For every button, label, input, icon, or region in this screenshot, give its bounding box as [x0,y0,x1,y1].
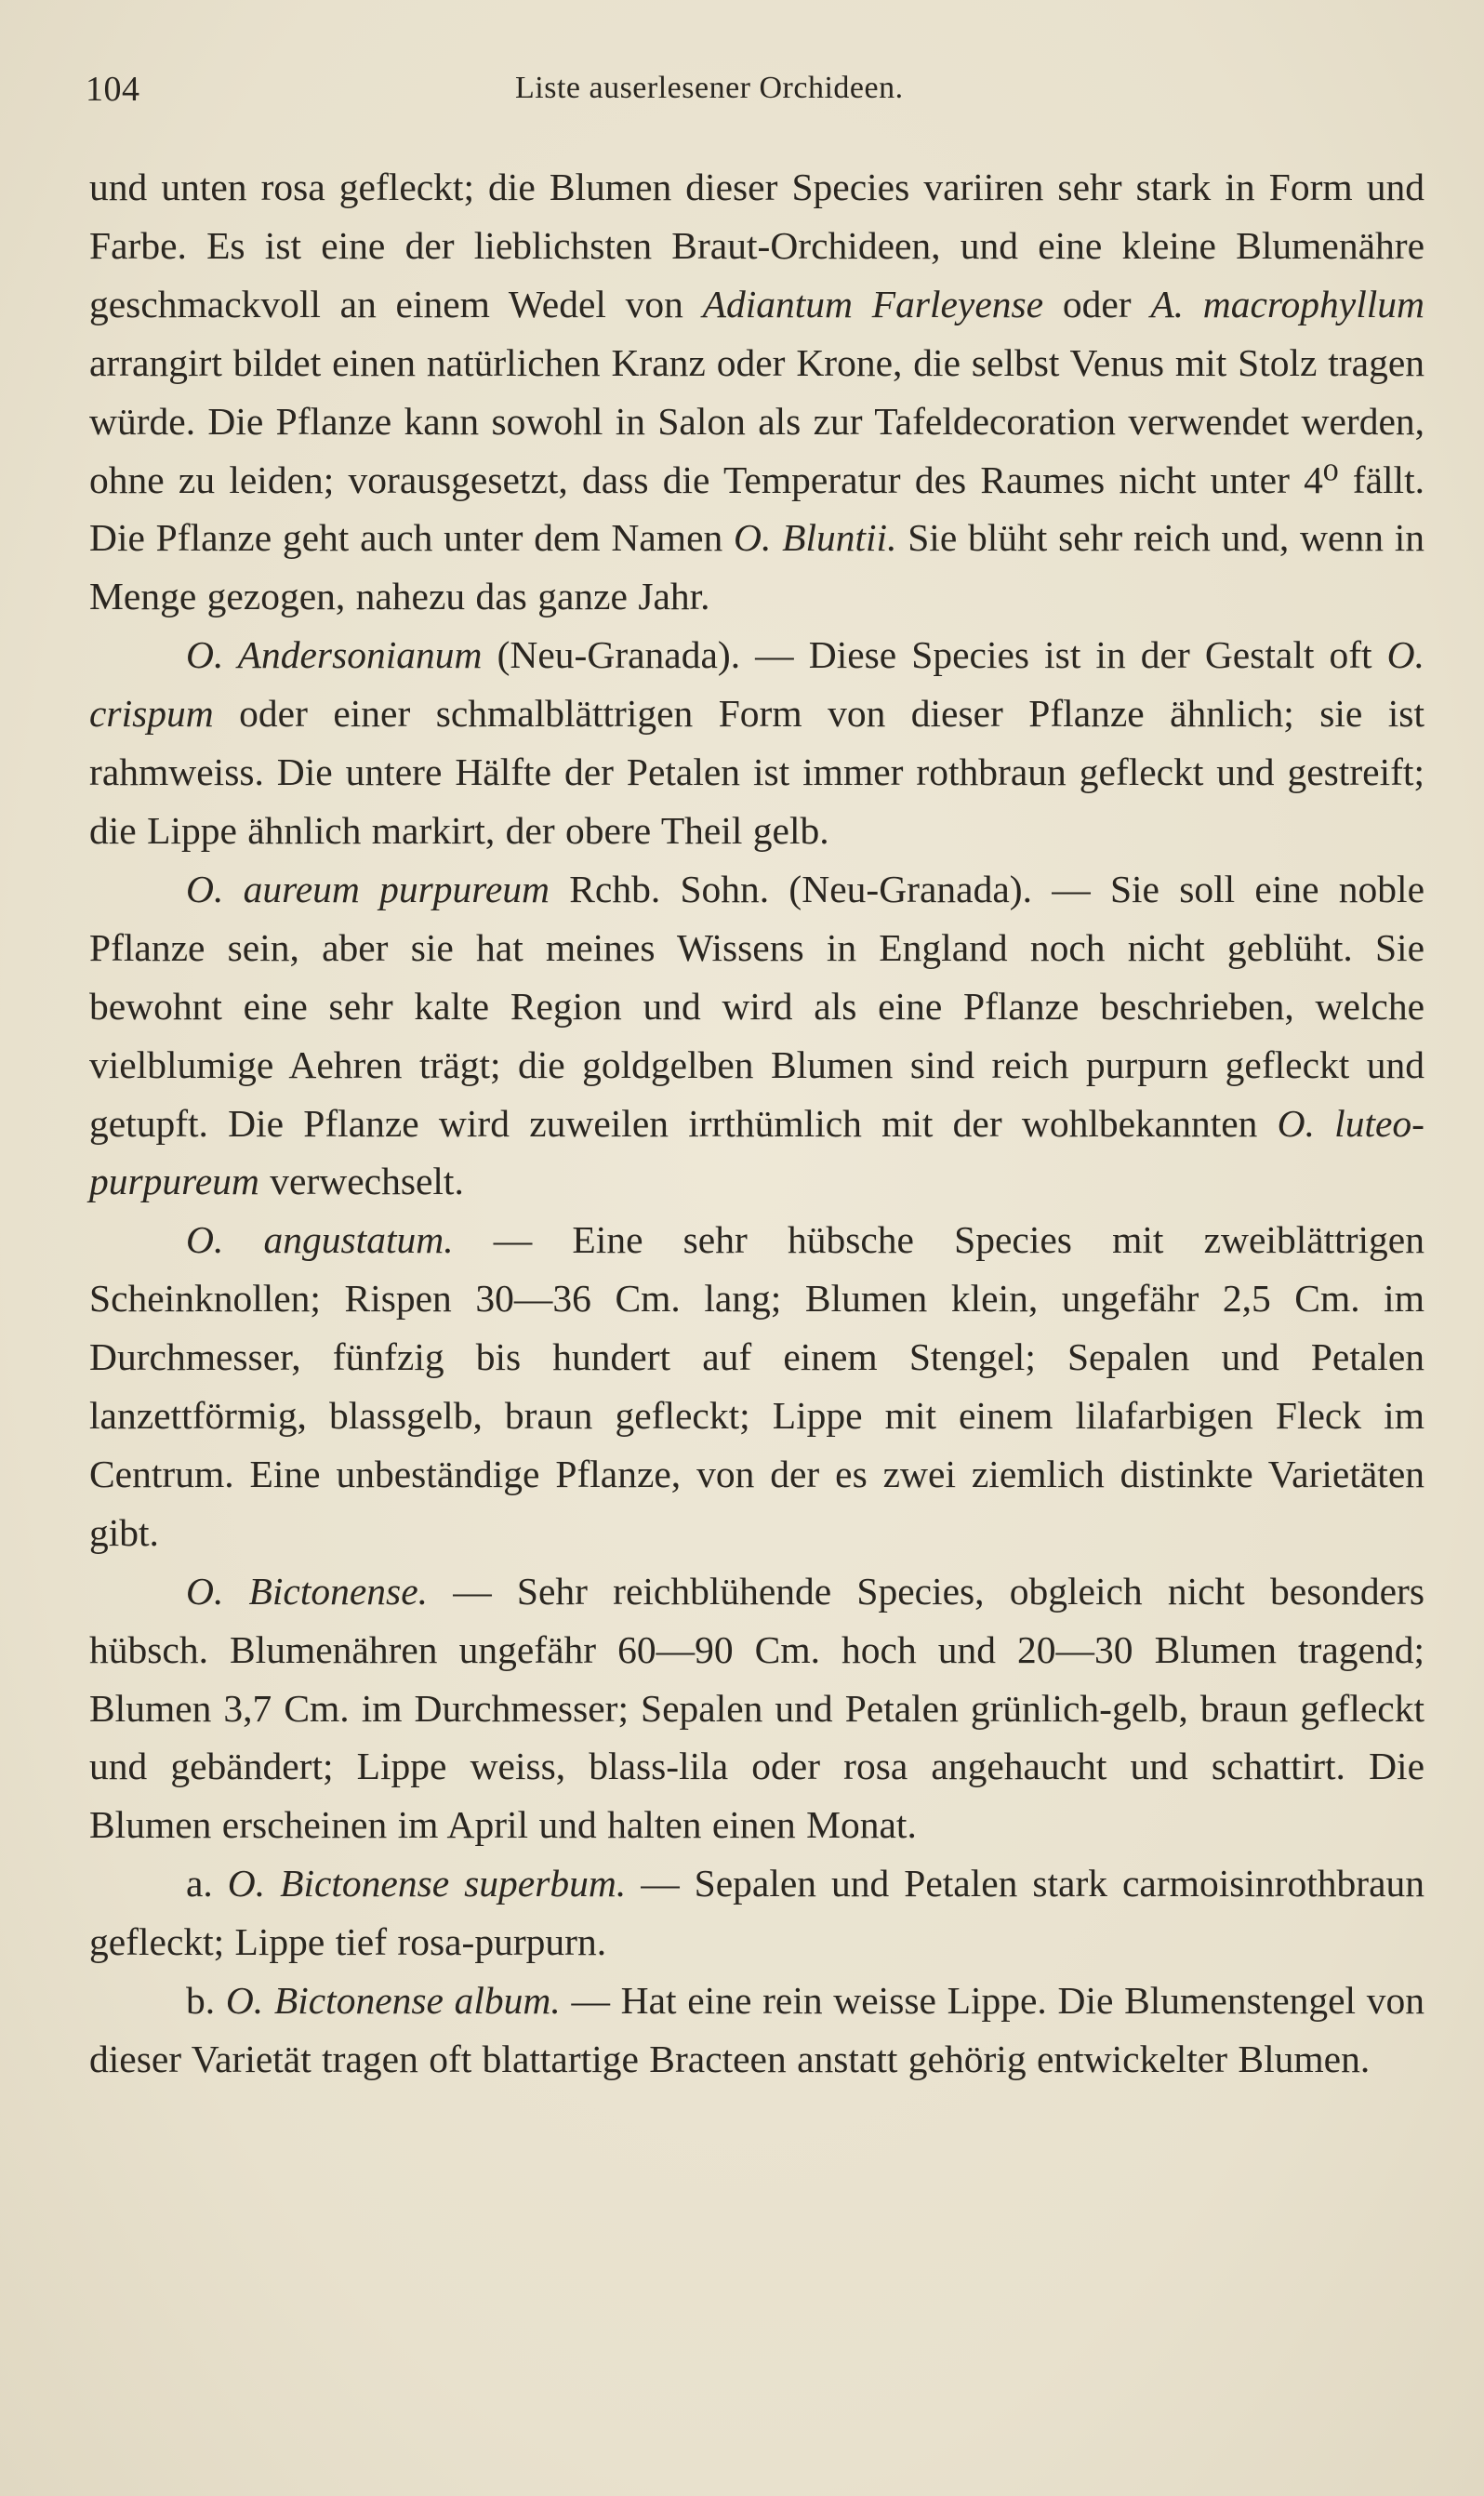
species-name: O. Bictonense superbum. [227,1862,627,1905]
text-run: Rchb. Sohn. (Neu-Granada). — Sie soll eine noble Pflanze sein, aber sie hat meines Wissens in England noch nicht geblüht. Sie bewohnt eine sehr kalte Region und wird als eine Pflanze beschrieben, welche vielblumige Aehren trägt; die goldgelben Blumen sind reich purpurn gefleckt und getupft. Die Pflanze wird zuweilen irrthümlich mit der wohlbekannten [89,867,1424,1145]
text-run: arrangirt bildet einen natürlichen Kranz oder Krone, die selbst Venus mit Stolz tragen würde. Die Pflanze kann sowohl in Salon als zur Tafeldecoration verwendet werden, ohne zu leiden; vorausgesetzt, dass die Temperatur des Raumes nicht unter 4⁰ fällt. Die Pflanze geht auch unter dem Namen [89,340,1424,560]
species-name: O. Bluntii. [734,516,897,560]
paragraph [89,1972,1424,2089]
text-run: — Eine sehr hübsche Species mit zweiblättrigen Scheinknollen; Rispen 30—36 Cm. lang; Blumen klein, ungefähr 2,5 Cm. im Durchmesser, fünfzig bis hundert auf einem Stengel; Sepalen und Petalen lanzettförmig, blassgelb, braun gefleckt; Lippe mit einem lilafarbigen Fleck im Centrum. Eine unbeständige Pflanze, von der es zwei ziemlich distinkte Varietäten gibt. [89,1218,1424,1554]
text-run: und unten rosa gefleckt; die Blumen dieser Species variiren sehr stark in Form und Farbe. Es ist eine der lieblichsten Braut-Orchideen, und eine kleine Blumenähre geschmackvoll an einem Wedel von [89,166,1424,325]
paragraph [89,626,1424,860]
text-run: a. [186,1862,228,1905]
species-name: O. crispum [89,633,1424,736]
text-run: (Neu-Granada). — Diese Species ist in der Gestalt oft [482,633,1387,677]
paragraph [89,1562,1424,1855]
text-run: — Sepalen und Petalen stark carmoisinrothbraun gefleckt; Lippe tief rosa-purpurn. [89,1862,1425,1964]
text-run: — Sehr reichblühende Species, obgleich nicht besonders hübsch. Blumenähren ungefähr 60—90 Cm. hoch und 20—30 Blumen tragend; Blumen 3,7 Cm. im Durchmesser; Sepalen und Petalen grünlich-gelb, braun gefleckt und gebändert; Lippe weiss, blass-lila oder rosa angehaucht und schattirt. Die Blumen erscheinen im April und halten einen Monat. [89,1569,1424,1847]
species-name: A. macrophyllum [1150,282,1424,325]
species-name: Adiantum Farleyense [702,282,1044,325]
text-run: oder einer schmalblättrigen Form von dieser Pflanze ähnlich; sie ist rahmweiss. Die untere Hälfte der Petalen ist immer rothbraun gefleckt und gestreift; die Lippe ähnlich markirt, der obere Theil gelb. [89,692,1424,852]
species-name: O. Andersonianum [186,633,483,677]
text-run: verwechselt. [258,1160,464,1203]
species-name: O. Bictonense. [186,1569,428,1613]
species-name: O. aureum purpureum [186,867,550,910]
body-text [89,158,1424,2089]
paragraph [89,158,1424,626]
paragraph [89,1211,1424,1561]
text-run: — Hat eine rein weisse Lippe. Die Blumenstengel von dieser Varietät tragen oft blattartige Bracteen anstatt gehörig entwickelter Blumen. [89,1979,1425,2080]
species-name: O. angustatum. [186,1218,454,1262]
page-header [86,69,1424,121]
running-title: Liste auserlesener Orchideen. [515,71,904,105]
text-run: Sie blüht sehr reich und, wenn in Menge gezogen, nahezu das ganze Jahr. [89,516,1424,618]
paragraph [89,860,1424,1211]
paragraph [89,1854,1424,1972]
text-run: oder [1043,282,1151,325]
species-name: O. luteo-purpureum [89,1101,1424,1203]
text-run: b. [186,1979,226,2023]
page-number: 104 [86,70,140,109]
species-name: O. Bictonense album. [225,1979,561,2023]
